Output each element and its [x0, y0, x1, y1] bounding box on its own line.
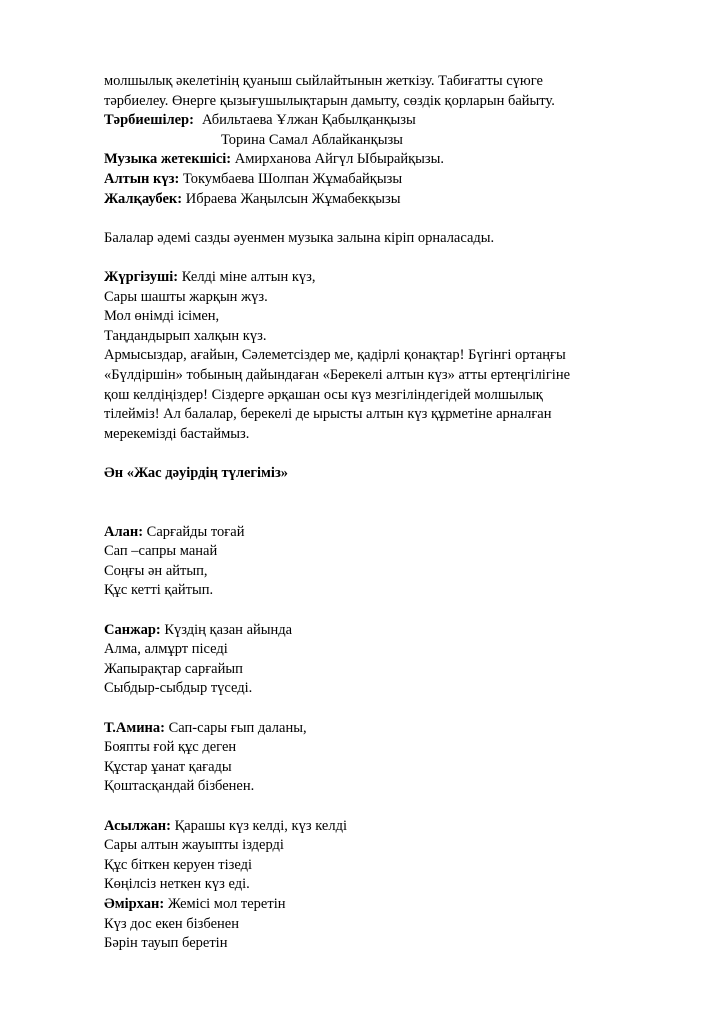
host-label: Жүргізуші: [104, 268, 179, 285]
leaf-role-label: Жалқаубек: [104, 190, 183, 207]
verse-line: Күздің қазан айында [164, 621, 293, 638]
speaker-name: Санжар: [104, 621, 161, 638]
host-poem-line: Сары шашты жарқын жүз. [104, 288, 268, 305]
host-poem-line: Келді міне алтын күз, [181, 268, 316, 285]
speaker-name: Алан: [104, 523, 144, 540]
verse-line: Соңғы ән айтып, [104, 562, 208, 579]
verse-block [104, 895, 644, 954]
verse-first-line [104, 719, 644, 739]
verse-first-line [104, 817, 644, 837]
teacher-name: Абильтаева Ұлжан Қабылқанқызы [201, 112, 416, 129]
host-speech-line: тілейміз! Ал балалар, берекелі де ырысты алтын күз құрметіне арналған [104, 406, 552, 423]
leaf-role-row [104, 190, 644, 210]
host-speech-line: қош келдіңіздер! Сіздерге әрқашан осы күз мезгіліндегідей молшылық [104, 386, 543, 403]
golden-autumn-row [104, 170, 644, 190]
teachers-label: Тәрбиешілер: [104, 112, 194, 129]
host-speech-line: мерекемізді бастаймыз. [104, 425, 250, 442]
stage-direction: Балалар әдемі сазды әуенмен музыка залына кіріп орналасады. [104, 229, 495, 246]
golden-autumn-name: Токумбаева Шолпан Жұмабайқызы [182, 170, 403, 187]
verse-line: Жемісі мол теретін [167, 895, 286, 912]
verse-line: Қоштасқандай бізбенен. [104, 778, 255, 795]
host-speech-line: «Бүлдіршін» тобының дайындаған «Берекелі алтын күз» атты ертеңгілігіне [104, 366, 571, 383]
song-title: Ән «Жас дәуірдің түлегіміз» [104, 464, 289, 481]
document-page [104, 72, 644, 954]
speaker-name: Асылжан: [104, 817, 171, 834]
verse-line: Бояпты ғой құс деген [104, 739, 237, 756]
verse-first-line [104, 621, 644, 641]
teachers-row [104, 111, 644, 131]
host-poem-line: Таңдандырып халқын күз. [104, 327, 267, 344]
verse-line: Бәрін тауып беретін [104, 935, 228, 952]
golden-autumn-label: Алтын күз: [104, 170, 180, 187]
leaf-role-name: Ибраева Жаңылсын Жұмабекқызы [185, 190, 401, 207]
speaker-name: Әмірхан: [104, 895, 165, 912]
verse-first-line [104, 523, 644, 543]
music-director-row [104, 150, 644, 170]
host-speech-line: Армысыздар, ағайын, Сәлеметсіздер ме, қадірлі қонақтар! Бүгінгі ортаңғы [104, 347, 566, 364]
verse-block [104, 621, 644, 699]
intro-line: молшылық әкелетінің қуаныш сыйлайтынын жеткізу. Табиғатты сүюге [104, 73, 543, 89]
verse-line: Жапырақтар сарғайып [104, 660, 243, 677]
music-director-label: Музыка жетекшісі: [104, 151, 232, 168]
verse-block [104, 523, 644, 601]
verse-line: Көңілсіз неткен күз еді. [104, 876, 250, 893]
speaker-name: Т.Амина: [104, 719, 165, 736]
verse-block [104, 719, 644, 797]
teacher-name: Торина Самал Аблайканқызы [221, 131, 403, 148]
verse-line: Құс біткен керуен тізеді [104, 856, 253, 873]
verse-line: Күз дос екен бізбенен [104, 915, 239, 932]
verse-line: Сары алтын жауыпты іздерді [104, 837, 284, 854]
verse-line: Сарғайды тоғай [146, 523, 245, 540]
verse-first-line [104, 895, 644, 915]
verse-block [104, 817, 644, 895]
host-poem-line: Мол өнімді ісімен, [104, 308, 220, 325]
verse-line: Сап –сапры манай [104, 543, 218, 560]
verse-line: Құс кетті қайтып. [104, 582, 214, 599]
verse-line: Сап-сары ғып даланы, [168, 719, 307, 736]
verses-container [104, 523, 644, 954]
host-line [104, 268, 644, 288]
intro-line: тәрбиелеу. Өнерге қызығушылықтарын дамыту, сөздік қорларын байыту. [104, 92, 555, 109]
verse-line: Сыбдыр-сыбдыр түседі. [104, 680, 253, 697]
verse-line: Қарашы күз келді, күз келді [174, 817, 347, 834]
music-director-name: Амирханова Айгүл Ыбырайқызы. [234, 151, 445, 168]
verse-line: Алма, алмұрт піседі [104, 641, 228, 658]
verse-line: Құстар ұанат қағады [104, 758, 232, 775]
